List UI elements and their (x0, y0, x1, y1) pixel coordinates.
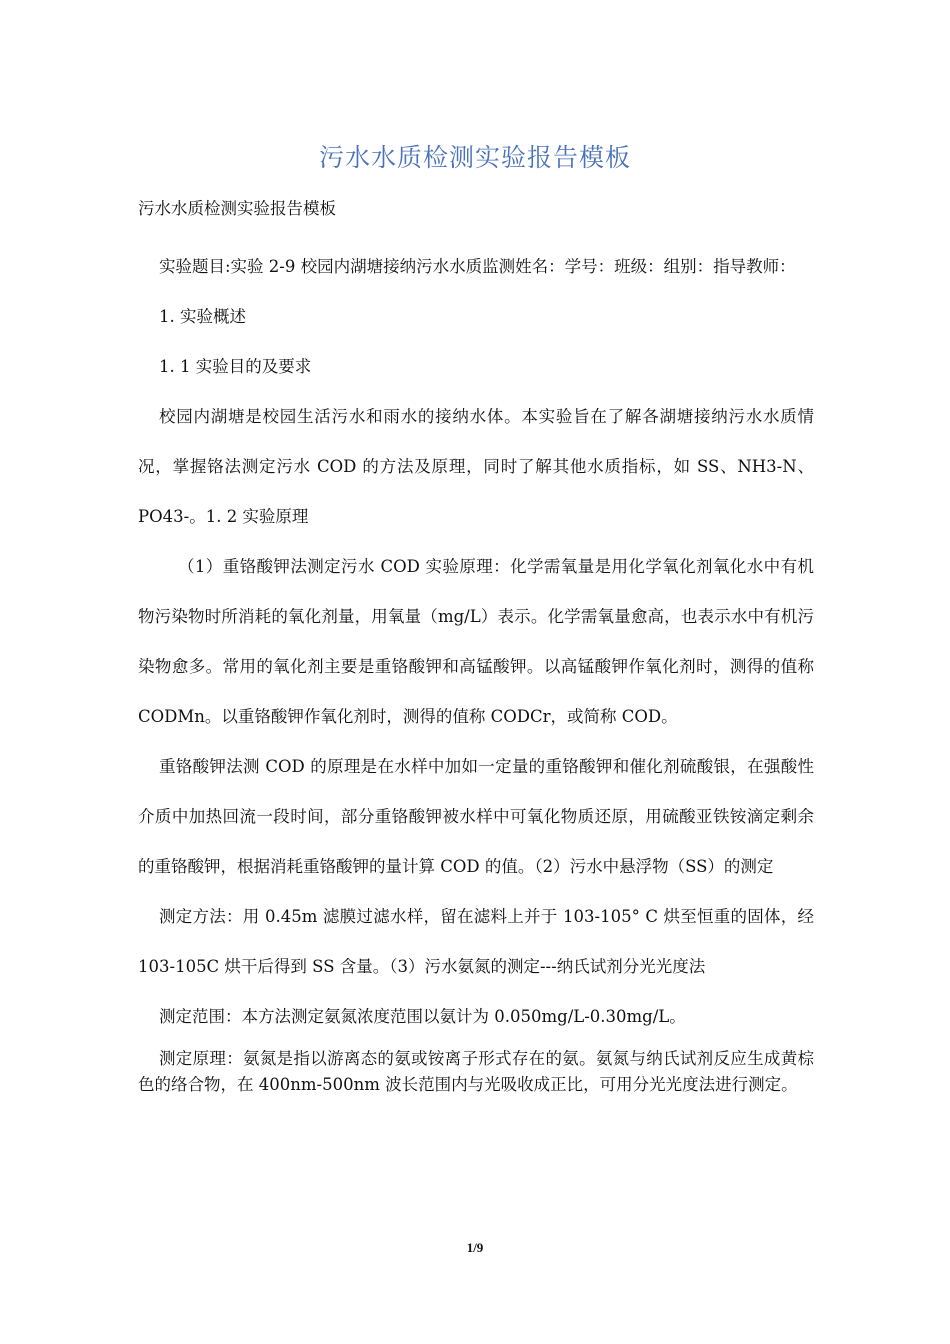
paragraph-ss-method: 测定方法：用 0.45m 滤膜过滤水样，留在滤料上并于 103-105° C 烘至恒重的固体，经 103-105C 烘干后得到 SS 含量。（3）污水氨氮的测定---纳氏试剂分光光度法 (138, 907, 814, 976)
section-heading-overview: 1. 实验概述 (159, 307, 246, 326)
paragraph-purpose: 校园内湖塘是校园生活污水和雨水的接纳水体。本实验旨在了解各湖塘接纳污水水质情况，掌握铬法测定污水 COD 的方法及原理，同时了解其他水质指标，如 SS、NH3-N、PO43-。1. 2 实验原理 (138, 407, 814, 526)
section-heading-purpose: 1. 1 实验目的及要求 (159, 357, 312, 376)
paragraph-experiment-info: 实验题目:实验 2-9 校园内湖塘接纳污水水质监测姓名：学号：班级：组别：指导教师： (159, 257, 796, 276)
page-number: 1/9 (466, 1240, 484, 1255)
paragraph-cod-method: 重铬酸钾法测 COD 的原理是在水样中加如一定量的重铬酸钾和催化剂硫酸银，在强酸性介质中加热回流一段时间，部分重铬酸钾被水样中可氧化物质还原，用硫酸亚铁铵滴定剩余的重铬酸钾，根据消耗重铬酸钾的量计算 COD 的值。（2）污水中悬浮物（SS）的测定 (138, 757, 814, 876)
document-subtitle: 污水水质检测实验报告模板 (138, 199, 336, 218)
paragraph-range: 测定范围：本方法测定氨氮浓度范围以氨计为 0.050mg/L-0.30mg/L。 (159, 1007, 686, 1026)
paragraph-cod-principle: （1）重铬酸钾法测定污水 COD 实验原理：化学需氧量是用化学氧化剂氧化水中有机物污染物时所消耗的氧化剂量，用氧量（mg/L）表示。化学需氧量愈高，也表示水中有机污染物愈多。常用的氧化剂主要是重铬酸钾和高锰酸钾。以高锰酸钾作氧化剂时，测得的值称 CODMn。以重铬酸钾作氧化剂时，测得的值称 CODCr，或简称 COD。 (138, 557, 814, 726)
paragraph-ammonia-principle: 测定原理：氨氮是指以游离态的氨或铵离子形式存在的氨。氨氮与纳氏试剂反应生成黄棕色的络合物，在 400nm-500nm 波长范围内与光吸收成正比，可用分光光度法进行测定。 (138, 1049, 814, 1094)
document-title: 污水水质检测实验报告模板 (318, 143, 631, 172)
document-body (138, 196, 814, 1098)
